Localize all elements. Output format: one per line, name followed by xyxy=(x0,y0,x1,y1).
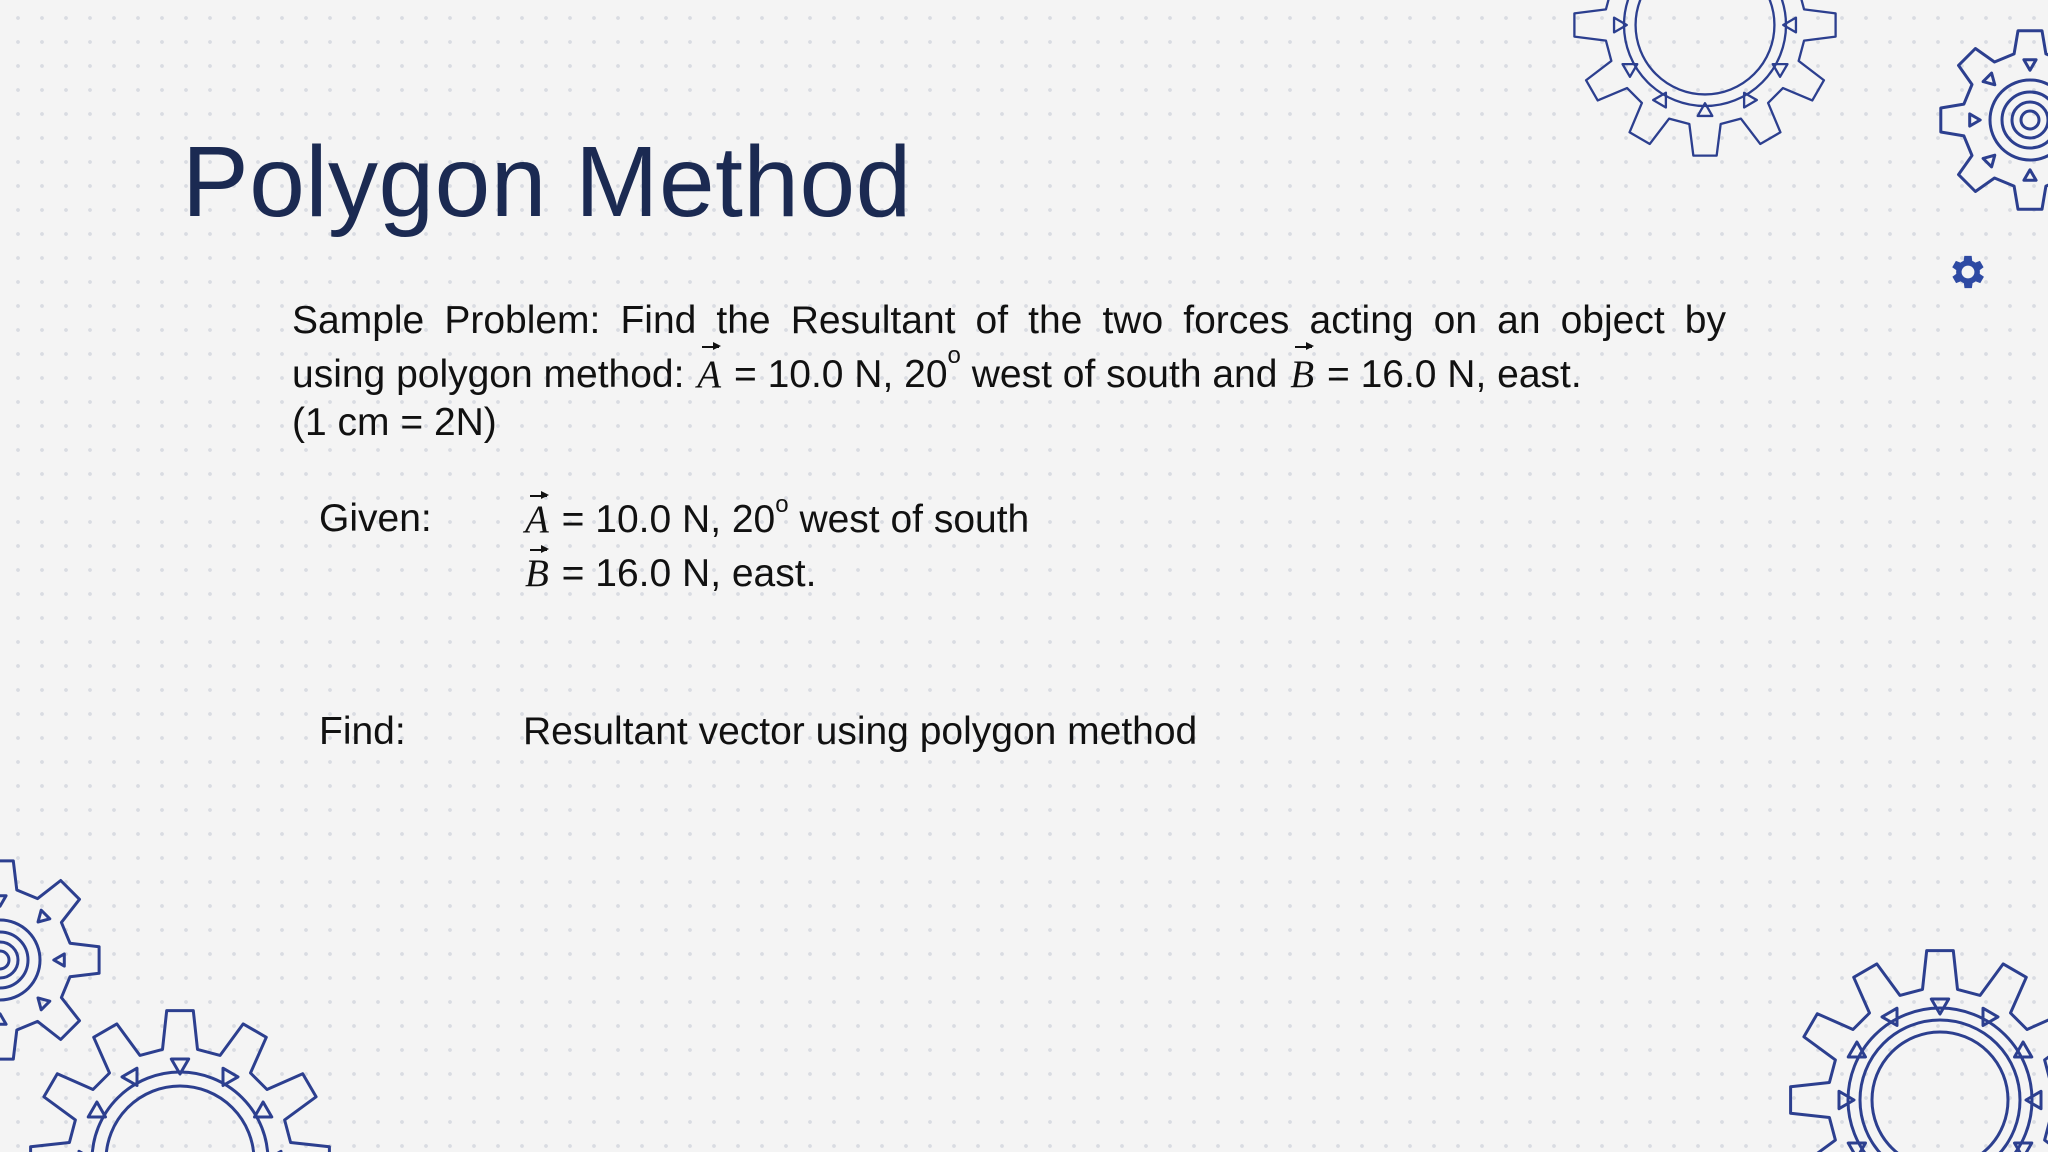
word: of xyxy=(975,299,1009,342)
given-text: = 16.0 N, east. xyxy=(561,552,817,595)
gear-decoration-bottom-left xyxy=(0,1010,360,1152)
gear-decoration-right-edge xyxy=(1930,20,2048,220)
find-value: Resultant vector using polygon method xyxy=(523,710,1198,753)
given-text: west of south xyxy=(799,498,1030,541)
given-vector-a xyxy=(523,491,1030,542)
given-label: Given: xyxy=(319,497,432,540)
problem-line-1 xyxy=(292,294,1726,348)
vector-a-symbol: A xyxy=(695,348,723,402)
problem-text: = 16.0 N, east. xyxy=(1326,353,1582,396)
word: an xyxy=(1497,299,1541,342)
find-label: Find: xyxy=(319,710,406,753)
word: Find xyxy=(620,299,697,342)
problem-statement xyxy=(292,294,1726,450)
given-text: = 10.0 N, 20 xyxy=(561,498,776,541)
gear-decoration-bottom-right xyxy=(1820,950,2048,1152)
vector-b-symbol: B xyxy=(1288,348,1316,402)
gear-icon xyxy=(1946,250,1990,294)
vector-a-symbol: A xyxy=(525,498,549,541)
gear-decoration-top-right xyxy=(1530,0,1880,160)
word: the xyxy=(716,299,771,342)
scale-note: (1 cm = 2N) xyxy=(292,401,497,444)
gear-outline-icon xyxy=(0,1010,360,1152)
degree-symbol: o xyxy=(775,491,789,518)
word: Resultant xyxy=(790,299,956,342)
word: the xyxy=(1028,299,1083,342)
slide-title: Polygon Method xyxy=(182,126,912,238)
word: Problem: xyxy=(444,299,601,342)
word: by xyxy=(1684,299,1726,342)
word: Sample xyxy=(292,299,425,342)
vector-b-symbol: B xyxy=(525,552,549,595)
problem-text: west of south and xyxy=(971,353,1278,396)
gear-outline-icon xyxy=(1930,20,2048,220)
degree-symbol: o xyxy=(947,342,961,369)
word: two xyxy=(1102,299,1164,342)
settings-button[interactable] xyxy=(1946,250,1990,294)
word: forces xyxy=(1183,299,1290,342)
problem-line-2 xyxy=(292,342,1726,402)
gear-outline-icon xyxy=(1820,950,2048,1152)
gear-outline-icon xyxy=(1530,0,1880,160)
word: acting xyxy=(1309,299,1414,342)
given-vector-b xyxy=(523,551,816,596)
word: object xyxy=(1560,299,1665,342)
word: on xyxy=(1433,299,1478,342)
problem-text: = 10.0 N, 20 xyxy=(733,353,948,396)
problem-text: using polygon method: xyxy=(292,353,685,396)
